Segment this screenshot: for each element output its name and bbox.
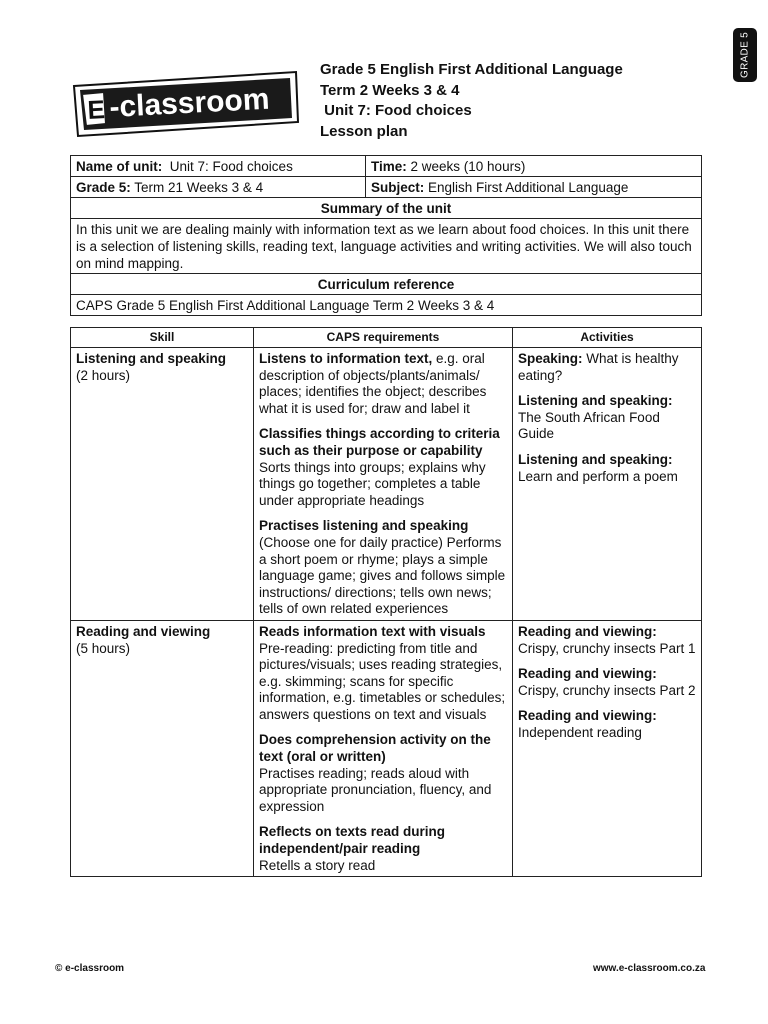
document-title (320, 60, 623, 142)
activity (518, 624, 697, 657)
activity-title: Reading and viewing: (518, 708, 657, 724)
skill-title: Reading and viewing (76, 623, 211, 639)
activity-text: Crispy, crunchy insects Part 1 (518, 640, 696, 656)
unit-name-value: Unit 7: Food choices (162, 159, 293, 174)
caps-requirement (259, 824, 508, 874)
skill-hours: (5 hours) (76, 640, 131, 656)
activity (518, 351, 697, 384)
summary-heading: Summary of the unit (71, 198, 702, 219)
header-caps-requirements: CAPS requirements (254, 328, 513, 348)
info-row-name-time (71, 156, 702, 177)
caps-requirement-title: Reads information text with visuals (259, 623, 486, 639)
skill-cell (71, 620, 254, 876)
unit-name-cell (71, 156, 366, 177)
activity (518, 708, 697, 741)
caps-requirement-text: Sorts things into groups; explains why things go together; completes a table under appropriate headings (259, 459, 486, 508)
skill-title: Listening and speaking (76, 351, 227, 366)
grade-tab-label: GRADE 5 (739, 31, 751, 79)
activity-title: Listening and speaking: (518, 451, 673, 467)
caps-cell (254, 620, 513, 876)
table-header-row (71, 328, 702, 348)
caps-requirement-title: Reflects on texts read during independent/pair reading (259, 824, 446, 857)
title-line-1: Grade 5 English First Additional Language (320, 61, 623, 78)
curriculum-heading: Curriculum reference (71, 274, 702, 295)
time-cell (366, 156, 702, 177)
caps-requirement (259, 426, 508, 509)
activity-title: Reading and viewing: (518, 666, 657, 682)
title-line-4: Lesson plan (320, 122, 408, 140)
activity (518, 666, 697, 699)
activity-text: The South African Food Guide (518, 409, 660, 442)
caps-requirement-title: Does comprehension activity on the text (oral or written) (259, 732, 491, 765)
svg-text:-classroom: -classroom (108, 82, 271, 124)
caps-requirement-title: Practises listening and speaking (259, 518, 469, 534)
summary-text: In this unit we are dealing mainly with information text as we learn about food choices. In this unit there is a selection of listening skills, reading text, language activities and writing activities. We will also touch on mind mapping. (71, 219, 702, 274)
activities-cell (513, 348, 702, 621)
activity-text: Independent reading (518, 724, 642, 740)
footer-website: www.e-classroom.co.za (593, 963, 706, 974)
footer-copyright: © e-classroom (55, 963, 125, 974)
activity-text: Crispy, crunchy insects Part 2 (518, 682, 696, 698)
skill-hours: (2 hours) (76, 367, 131, 383)
unit-info-table (70, 155, 702, 316)
time-value: 2 weeks (10 hours) (406, 159, 526, 174)
table-row-reading-viewing (71, 620, 702, 876)
header-skill: Skill (71, 328, 254, 348)
grade-label: Grade 5: (76, 180, 131, 195)
info-row-grade-subject (71, 177, 702, 198)
table-row-listening-speaking (71, 348, 702, 621)
unit-name-label: Name of unit: (76, 159, 163, 174)
caps-requirement-text: Retells a story read (259, 857, 376, 873)
svg-text:E: E (86, 94, 106, 125)
activity-text: Learn and perform a poem (518, 468, 678, 484)
activity (518, 393, 697, 443)
activity-title: Reading and viewing: (518, 623, 657, 639)
title-line-2: Term 2 Weeks 3 & 4 (320, 81, 460, 99)
activity-title: Listening and speaking: (518, 393, 673, 409)
caps-requirement-text: Pre-reading: predicting from title and pictures/visuals; uses reading strategies, e.g. skimming; scans for specific information, e.g. timetables or schedules; answers questions on text and visuals (259, 640, 506, 722)
caps-requirement (259, 732, 508, 815)
time-label: Time: (371, 159, 407, 174)
subject-cell (366, 177, 702, 198)
curriculum-text: CAPS Grade 5 English First Additional Language Term 2 Weeks 3 & 4 (71, 295, 702, 316)
activity-title: Speaking: (518, 351, 583, 366)
header-activities: Activities (513, 328, 702, 348)
skill-cell (71, 348, 254, 621)
caps-cell (254, 348, 513, 621)
grade-value: Term 21 Weeks 3 & 4 (130, 180, 264, 195)
caps-requirement-title: Classifies things according to criteria such as their purpose or capability (259, 426, 500, 458)
caps-requirement-text: (Choose one for daily practice) Performs a short poem or rhyme; plays a simple language game; gives and follows simple instructions/ directions; tells own news; tells of own related experiences (259, 534, 506, 617)
grade-tab (733, 28, 757, 82)
caps-requirement (259, 518, 508, 618)
lesson-plan-table (70, 327, 702, 877)
caps-requirement (259, 351, 508, 417)
activities-cell (513, 620, 702, 876)
subject-label: Subject: (371, 180, 425, 195)
activity (518, 452, 697, 485)
activity-text: What is healthy eating? (518, 351, 679, 383)
grade-cell (71, 177, 366, 198)
title-line-3: Unit 7: Food choices (320, 102, 472, 119)
e-classroom-logo (68, 70, 300, 138)
caps-requirement-text: e.g. oral description of objects/plants/animals/ places; identifies the object; describes what it is used for; draw and label it (259, 351, 487, 416)
caps-requirement-title: Listens to information text, (259, 351, 433, 366)
subject-value: English First Additional Language (424, 180, 629, 195)
caps-requirement (259, 624, 508, 724)
caps-requirement-text: Practises reading; reads aloud with appropriate pronunciation, fluency, and expression (259, 765, 492, 814)
